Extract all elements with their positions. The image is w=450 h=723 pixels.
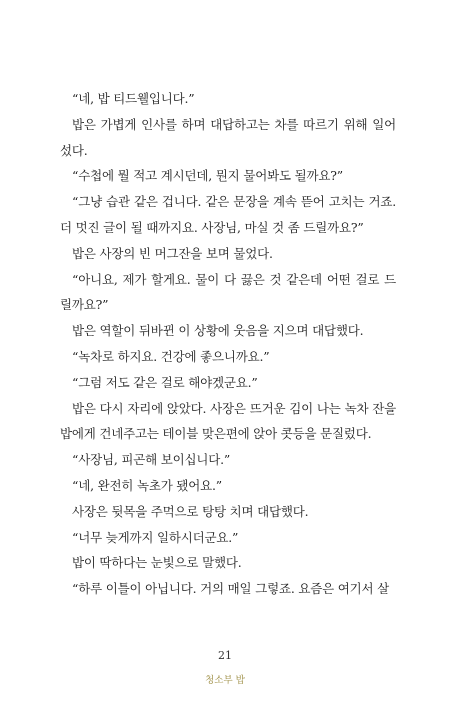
- paragraph: 밥이 딱하다는 눈빛으로 말했다.: [72, 555, 242, 571]
- paragraph: “너무 늦게까지 일하시더군요.”: [72, 529, 239, 545]
- body-text: [60, 86, 396, 602]
- paragraph: “아니요, 제가 할게요. 물이 다 끓은 것 같은데 어떤 걸로 드릴까요?”: [60, 271, 396, 313]
- paragraph: “하루 이틀이 아닙니다. 거의 매일 그렇죠. 요즘은 여기서 살: [72, 581, 390, 597]
- paragraph: 밥은 다시 자리에 앉았다. 사장은 뜨거운 김이 나는 녹차 잔을 밥에게 건네주고는 테이블 맞은편에 앉아 콧등을 문질렀다.: [60, 400, 396, 442]
- paragraph: “사장님, 피곤해 보이십니다.”: [72, 452, 231, 468]
- paragraph: “그냥 습관 같은 겁니다. 같은 문장을 계속 뜯어 고치는 거죠. 더 멋진 글이 될 때까지요. 사장님, 마실 것 좀 드릴까요?”: [60, 194, 396, 235]
- paragraph: 밥은 가볍게 인사를 하며 대답하고는 차를 따르기 위해 일어섰다.: [60, 116, 396, 158]
- page-number: 21: [218, 649, 232, 662]
- paragraph: “네, 완전히 녹초가 됐어요.”: [72, 477, 222, 493]
- paragraph: “수첩에 뭘 적고 계시던데, 뭔지 물어봐도 될까요?”: [72, 168, 343, 184]
- paragraph: “녹차로 하지요. 건강에 좋으니까요.”: [72, 348, 270, 364]
- paragraph: 사장은 뒷목을 주먹으로 탕탕 치며 대답했다.: [72, 503, 309, 519]
- paragraph: 밥은 역할이 뒤바뀐 이 상황에 웃음을 지으며 대답했다.: [72, 323, 364, 339]
- paragraph: “네, 밥 티드웰입니다.”: [72, 91, 195, 106]
- paragraph: 밥은 사장의 빈 머그잔을 보며 물었다.: [72, 245, 273, 261]
- running-title: 청소부 밥: [205, 675, 245, 686]
- paragraph: “그럼 저도 같은 걸로 해야겠군요.”: [72, 374, 258, 390]
